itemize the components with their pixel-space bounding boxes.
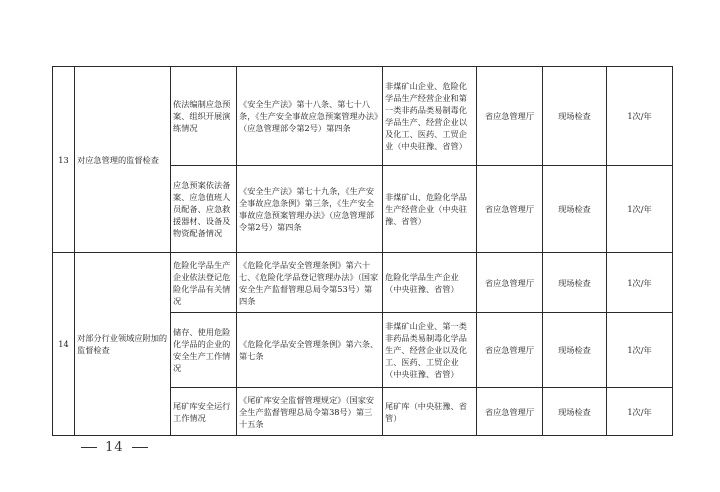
category-text: 对部分行业领域应附加的监督检查: [77, 333, 168, 355]
department-text: 省应急管理厅: [484, 345, 535, 355]
category-cell: [75, 67, 171, 253]
frequency-text: 1次/年: [627, 345, 652, 355]
department-text: 省应急管理厅: [484, 204, 535, 214]
content-cell: [171, 166, 237, 253]
table-row: [53, 67, 673, 166]
row-number-cell: [53, 67, 75, 253]
department-cell: [477, 67, 543, 166]
row-number-cell: [53, 253, 75, 436]
frequency-cell: [607, 166, 673, 253]
basis-cell: [237, 313, 383, 388]
dash-left: [81, 447, 97, 448]
category-text: 对应急管理的监督检查: [77, 154, 159, 165]
department-cell: [477, 313, 543, 388]
frequency-text: 1次/年: [627, 204, 652, 214]
basis-cell: [237, 166, 383, 253]
objects-text: 非煤矿山企业、危险化学品生产经营企业和第一类非药品类易制毒化学品生产、经营企业以及化工、医药、工贸企业（中央驻豫、省管）: [385, 81, 467, 151]
basis-text: 《安全生产法》第十八条、第七十八条，《生产安全事故应急预案管理办法》（应急管理部令第2号）第四条: [239, 99, 379, 133]
method-cell: [543, 67, 607, 166]
table-row: [53, 253, 673, 313]
department-text: 省应急管理厅: [484, 277, 535, 288]
content-text: 危险化学品生产企业依法登记危险化学品有关情况: [173, 259, 231, 306]
department-cell: [477, 253, 543, 313]
method-text: 现场检查: [558, 277, 591, 288]
basis-cell: [237, 388, 383, 436]
content-text: 储存、使用危险化学品的企业的安全生产工作情况: [173, 327, 231, 373]
frequency-cell: [607, 313, 673, 388]
frequency-text: 1次/年: [627, 277, 652, 288]
basis-cell: [237, 67, 383, 166]
method-cell: [543, 253, 607, 313]
method-cell: [543, 388, 607, 436]
row-number: 13: [58, 154, 69, 165]
basis-cell: [237, 253, 383, 313]
objects-cell: [383, 313, 477, 388]
content-text: 依法编制应急预案、组织开展演练情况: [173, 99, 231, 133]
frequency-cell: [607, 67, 673, 166]
method-text: 现场检查: [558, 204, 591, 214]
department-text: 省应急管理厅: [484, 406, 535, 417]
basis-text: 《危险化学品安全管理条例》第六条、第七条: [239, 339, 379, 361]
objects-cell: [383, 166, 477, 253]
objects-text: 非煤矿山、危险化学品生产经营企业（中央驻豫、省管）: [385, 192, 467, 226]
content-cell: [171, 388, 237, 436]
method-cell: [543, 166, 607, 253]
department-text: 省应急管理厅: [484, 111, 535, 121]
content-text: 应急预案依法备案、应急值班人员配备、应急救援器材、设备及物资配备情况: [173, 180, 231, 238]
objects-text: 尾矿库（中央驻豫、省管）: [385, 400, 467, 423]
method-text: 现场检查: [558, 345, 591, 355]
frequency-cell: [607, 388, 673, 436]
department-cell: [477, 388, 543, 436]
basis-text: 《危险化学品安全管理条例》第六十七、《危险化学品登记管理办法》（国家安全生产监督管理总局令第53号）第四条: [239, 259, 379, 306]
objects-text: 危险化学品生产企业（中央驻豫、省管）: [385, 271, 459, 294]
basis-text: 《尾矿库安全监督管理规定》（国家安全生产监督管理总局令第38号）第三十五条: [239, 394, 375, 429]
content-cell: [171, 313, 237, 388]
method-text: 现场检查: [558, 406, 591, 417]
method-text: 现场检查: [558, 111, 591, 121]
frequency-text: 1次/年: [627, 406, 652, 417]
content-cell: [171, 67, 237, 166]
page-footer: [78, 440, 151, 455]
objects-cell: [383, 253, 477, 313]
category-cell: [75, 253, 171, 436]
objects-text: 非煤矿山企业、第一类非药品类易制毒化学品生产、经营企业以及化工、医药、工贸企业（中央驻豫、省管）: [385, 321, 467, 379]
content-cell: [171, 253, 237, 313]
frequency-cell: [607, 253, 673, 313]
page-number: 14: [105, 440, 124, 455]
row-number: 14: [58, 339, 69, 349]
frequency-text: 1次/年: [627, 111, 652, 121]
objects-cell: [383, 388, 477, 436]
method-cell: [543, 313, 607, 388]
dash-right: [132, 447, 148, 448]
inspection-table: [52, 66, 673, 436]
department-cell: [477, 166, 543, 253]
basis-text: 《安全生产法》第七十九条，《生产安全事故应急条例》第三条，《生产安全事故应急预案管理办法》（应急管理部令第2号）第四条: [239, 186, 375, 232]
content-text: 尾矿库安全运行工作情况: [173, 400, 231, 423]
objects-cell: [383, 67, 477, 166]
